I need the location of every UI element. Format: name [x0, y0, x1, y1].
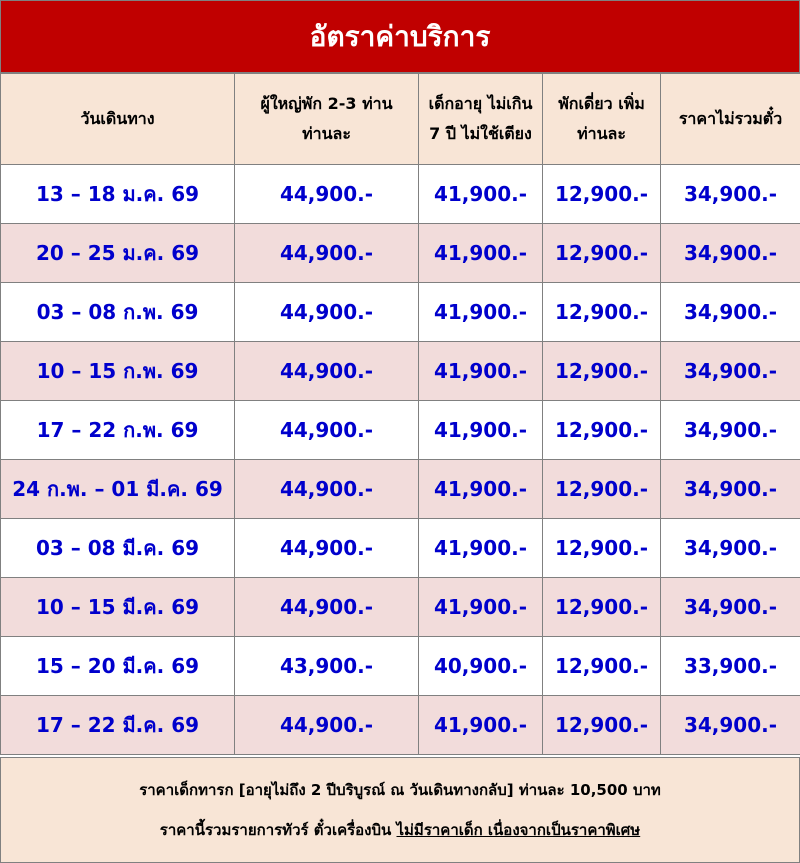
no-ticket-price: 34,900.-: [661, 578, 800, 637]
table-row: [1, 460, 800, 519]
table-row: [1, 578, 800, 637]
child-price: 41,900.-: [419, 224, 543, 283]
child-price: 41,900.-: [419, 696, 543, 755]
package-includes-text: ราคานี้รวมรายการทัวร์ ตั๋วเครื่องบิน: [159, 821, 397, 839]
travel-date: 03 – 08 ก.พ. 69: [1, 283, 235, 342]
adult-price: 44,900.-: [235, 460, 419, 519]
table-row: [1, 401, 800, 460]
no-ticket-price: 34,900.-: [661, 283, 800, 342]
adult-price: 44,900.-: [235, 696, 419, 755]
single-supplement: 12,900.-: [543, 460, 661, 519]
table-row: [1, 224, 800, 283]
child-price: 40,900.-: [419, 637, 543, 696]
travel-date: 20 – 25 ม.ค. 69: [1, 224, 235, 283]
header-child-price: เด็กอายุ ไม่เกิน 7 ปี ไม่ใช้เตียง: [419, 74, 543, 165]
single-supplement: 12,900.-: [543, 519, 661, 578]
single-supplement: 12,900.-: [543, 401, 661, 460]
single-supplement: 12,900.-: [543, 342, 661, 401]
child-price: 41,900.-: [419, 578, 543, 637]
travel-date: 17 – 22 ก.พ. 69: [1, 401, 235, 460]
single-supplement: 12,900.-: [543, 224, 661, 283]
header-no-ticket-price: ราคาไม่รวมตั๋ว: [661, 74, 800, 165]
single-supplement: 12,900.-: [543, 578, 661, 637]
adult-price: 44,900.-: [235, 578, 419, 637]
child-price: 41,900.-: [419, 342, 543, 401]
header-single-supplement: พักเดี่ยว เพิ่ม ท่านละ: [543, 74, 661, 165]
child-price: 41,900.-: [419, 283, 543, 342]
page-title: อัตราค่าบริการ: [0, 0, 800, 73]
adult-price: 44,900.-: [235, 401, 419, 460]
no-ticket-price: 34,900.-: [661, 519, 800, 578]
table-header-row: [1, 74, 800, 165]
travel-date: 17 – 22 มี.ค. 69: [1, 696, 235, 755]
child-price: 41,900.-: [419, 519, 543, 578]
travel-date: 10 – 15 ก.พ. 69: [1, 342, 235, 401]
child-price: 41,900.-: [419, 460, 543, 519]
header-adult-price: ผู้ใหญ่พัก 2-3 ท่าน ท่านละ: [235, 74, 419, 165]
no-ticket-price: 34,900.-: [661, 696, 800, 755]
infant-price-note: ราคาเด็กทารก [อายุไม่ถึง 2 ปีบริบูรณ์ ณ วันเดินทางกลับ] ท่านละ 10,500 บาท: [139, 781, 661, 799]
no-child-price-note: ไม่มีราคาเด็ก เนื่องจากเป็นราคาพิเศษ: [396, 821, 641, 839]
table-row: [1, 283, 800, 342]
adult-price: 44,900.-: [235, 519, 419, 578]
no-ticket-price: 34,900.-: [661, 165, 800, 224]
adult-price: 44,900.-: [235, 224, 419, 283]
table-row: [1, 696, 800, 755]
travel-date: 15 – 20 มี.ค. 69: [1, 637, 235, 696]
adult-price: 44,900.-: [235, 165, 419, 224]
no-ticket-price: 34,900.-: [661, 342, 800, 401]
adult-price: 44,900.-: [235, 342, 419, 401]
no-ticket-price: 34,900.-: [661, 460, 800, 519]
travel-date: 10 – 15 มี.ค. 69: [1, 578, 235, 637]
header-travel-date: วันเดินทาง: [1, 74, 235, 165]
child-price: 41,900.-: [419, 401, 543, 460]
footer-notes: [0, 757, 800, 863]
single-supplement: 12,900.-: [543, 696, 661, 755]
travel-date: 03 – 08 มี.ค. 69: [1, 519, 235, 578]
no-ticket-price: 34,900.-: [661, 224, 800, 283]
single-supplement: 12,900.-: [543, 283, 661, 342]
single-supplement: 12,900.-: [543, 165, 661, 224]
no-ticket-price: 34,900.-: [661, 401, 800, 460]
no-ticket-price: 33,900.-: [661, 637, 800, 696]
child-price: 41,900.-: [419, 165, 543, 224]
table-row: [1, 165, 800, 224]
adult-price: 43,900.-: [235, 637, 419, 696]
single-supplement: 12,900.-: [543, 637, 661, 696]
table-row: [1, 637, 800, 696]
table-row: [1, 519, 800, 578]
travel-date: 24 ก.พ. – 01 มี.ค. 69: [1, 460, 235, 519]
adult-price: 44,900.-: [235, 283, 419, 342]
rates-table: [0, 73, 800, 755]
table-row: [1, 342, 800, 401]
travel-date: 13 – 18 ม.ค. 69: [1, 165, 235, 224]
package-includes-note: [160, 810, 640, 850]
